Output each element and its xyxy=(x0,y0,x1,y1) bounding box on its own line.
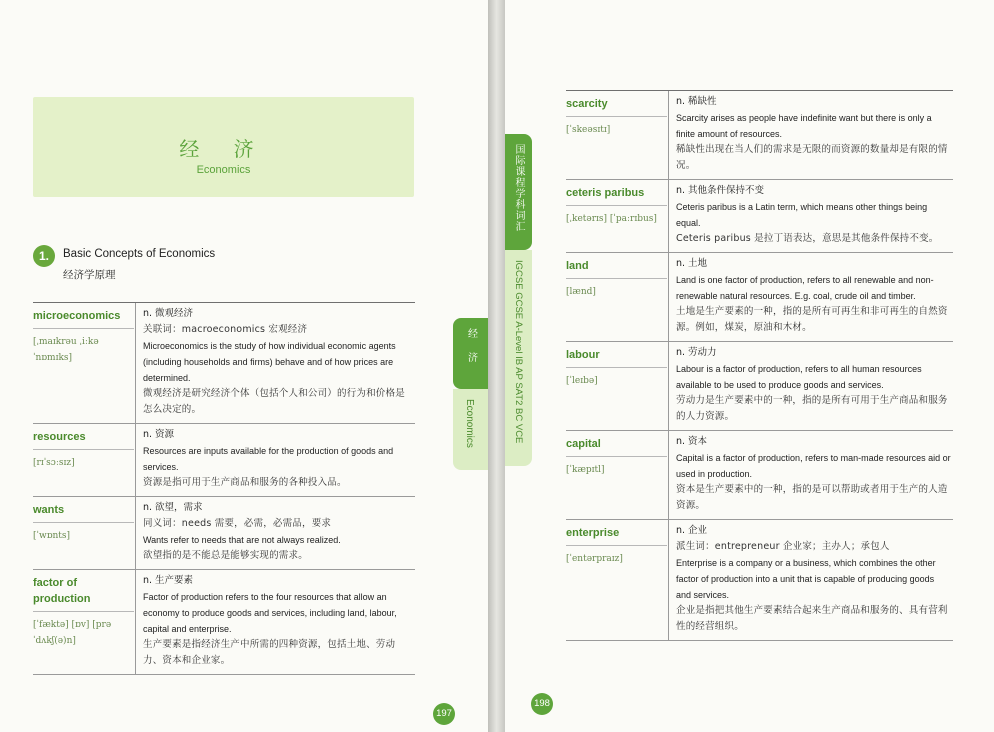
term-cell xyxy=(33,570,134,649)
term-word: resources xyxy=(33,424,134,450)
definition-en: Labour is a factor of production, refers to all human resources available to be used to produce goods and services. xyxy=(676,364,922,390)
definition-zh: 生产要素是指经济生产中所需的四种资源，包括土地、劳动力、资本和企业家。 xyxy=(143,639,396,666)
term-word: scarcity xyxy=(566,91,667,117)
term-cell xyxy=(33,303,134,366)
vocab-entry xyxy=(33,424,415,497)
definition-cell xyxy=(143,497,415,569)
page-number: 198 xyxy=(531,693,553,715)
definition-cell xyxy=(676,342,953,430)
definition-en: Resources are inputs available for the production of goods and services. xyxy=(143,446,394,472)
phonetic: [ˈskeəsɪtɪ] xyxy=(566,125,611,135)
term-cell xyxy=(566,520,667,567)
left-page xyxy=(0,0,488,732)
column-divider xyxy=(668,180,669,252)
definition-cell xyxy=(676,431,953,519)
part-of-speech: n. 欲望，需求 xyxy=(143,502,203,513)
part-of-speech: n. 微观经济 xyxy=(143,308,194,319)
definition-en: Scarcity arises as people have indefinite want but there is only a finite amount of resources. xyxy=(676,113,932,139)
book-series-tab[interactable] xyxy=(505,134,532,466)
column-divider xyxy=(668,342,669,430)
definition-zh: 土地是生产要素的一种，指的是所有可再生和非可再生的自然资源。例如，煤炭，原油和木材。 xyxy=(676,306,948,333)
phonetic: [ˌmaɪkrəu ˌiːkəˈnɒmɪks] xyxy=(33,337,99,363)
vocabulary-table xyxy=(566,90,953,641)
definition-zh: 稀缺性出现在当人们的需求是无限的而资源的数量却是有限的情况。 xyxy=(676,144,948,171)
phonetic: [ˈfæktə] [ɒv] [prəˈdʌkʃ(ə)n] xyxy=(33,620,112,646)
column-divider xyxy=(668,91,669,179)
phonetic: [ˈwɒnts] xyxy=(33,531,70,541)
definition-zh: 资本是生产要素中的一种，指的是可以帮助或者用于生产的人造资源。 xyxy=(676,484,948,511)
definition-cell xyxy=(143,424,415,496)
section-title: Basic Concepts of Economics xyxy=(63,248,216,260)
section-number-badge: 1. xyxy=(33,245,55,267)
phonetic: [rɪˈsɔːsɪz] xyxy=(33,458,75,468)
column-divider xyxy=(135,570,136,674)
phonetic: [ˈleɪbə] xyxy=(566,376,598,386)
column-divider xyxy=(668,431,669,519)
book-gutter xyxy=(488,0,505,732)
term-cell xyxy=(566,180,667,227)
definition-cell xyxy=(676,180,953,252)
definition-cell xyxy=(676,91,953,179)
part-of-speech: n. 稀缺性 xyxy=(676,96,717,107)
vocab-entry xyxy=(566,342,953,431)
term-word: microeconomics xyxy=(33,303,134,329)
phonetic: [ˈkæpɪtl] xyxy=(566,465,605,475)
definition-zh: 微观经济是研究经济个体（包括个人和公司）的行为和价格是怎么决定的。 xyxy=(143,388,405,415)
part-of-speech: n. 资本 xyxy=(676,436,708,447)
vocab-entry xyxy=(33,497,415,570)
definition-cell xyxy=(143,570,415,674)
series-tab-zh: 国际课程学科词汇 xyxy=(505,134,532,250)
part-of-speech: n. 土地 xyxy=(676,258,708,269)
phonetic: [ˌketərɪs] [ˈpaːrɪbus] xyxy=(566,214,657,224)
page-number: 197 xyxy=(433,703,455,725)
definition-en: Microeconomics is the study of how individual economic agents (including households and firms) behave and of how prices are determined. xyxy=(143,341,396,383)
column-divider xyxy=(135,424,136,496)
term-word: enterprise xyxy=(566,520,667,546)
term-word: wants xyxy=(33,497,134,523)
definition-cell xyxy=(676,520,953,640)
part-of-speech: n. 资源 xyxy=(143,429,175,440)
definition-zh: 派生词：entrepreneur 企业家；主办人；承包人 xyxy=(676,541,890,552)
term-word: capital xyxy=(566,431,667,457)
term-cell xyxy=(566,91,667,138)
vocab-entry xyxy=(566,253,953,342)
column-divider xyxy=(668,253,669,341)
chapter-title-zh: 经 济 xyxy=(179,137,268,161)
chapter-banner xyxy=(33,97,414,197)
column-divider xyxy=(668,520,669,640)
series-tab-exams: IGCSE GCSE A-Level IB AP SAT2 BC VCE xyxy=(505,250,532,466)
definition-zh: 同义词：needs 需要，必需，必需品，要求 xyxy=(143,518,332,529)
term-cell xyxy=(33,424,134,471)
vocab-entry xyxy=(566,180,953,253)
definition-en: Wants refer to needs that are not always realized. xyxy=(143,535,341,545)
term-word: ceteris paribus xyxy=(566,180,667,206)
definition-zh: 资源是指可用于生产商品和服务的各种投入品。 xyxy=(143,477,347,488)
vocabulary-table xyxy=(33,302,415,675)
definition-cell xyxy=(676,253,953,341)
definition-en: Capital is a factor of production, refers to man-made resources aid or used in production. xyxy=(676,453,951,479)
section-subtitle: 经济学原理 xyxy=(63,269,116,281)
vocab-entry xyxy=(566,431,953,520)
definition-en: Ceteris paribus is a Latin term, which means other things being equal. xyxy=(676,202,928,228)
phonetic: [ˈentərpraɪz] xyxy=(566,554,623,564)
definition-zh: Ceteris paribus 是拉丁语表达，意思是其他条件保持不变。 xyxy=(676,233,939,244)
definition-en: Factor of production refers to the four resources that allow an economy to produce goods and services, including land, labour, capital and enterprise. xyxy=(143,592,397,634)
term-word: factor of production xyxy=(33,570,134,612)
definition-zh: 欲望指的是不能总是能够实现的需求。 xyxy=(143,550,308,561)
term-cell xyxy=(33,497,134,544)
chapter-title-en: Economics xyxy=(196,164,251,176)
column-divider xyxy=(135,497,136,569)
term-word: labour xyxy=(566,342,667,368)
definition-zh: 企业是指把其他生产要素结合起来生产商品和服务的、具有营利性的经营组织。 xyxy=(676,605,948,632)
vocab-entry xyxy=(33,570,415,675)
term-cell xyxy=(566,253,667,300)
term-word: land xyxy=(566,253,667,279)
part-of-speech: n. 生产要素 xyxy=(143,575,194,586)
vocab-entry xyxy=(566,520,953,641)
vocab-entry xyxy=(566,91,953,180)
column-divider xyxy=(135,303,136,423)
part-of-speech: n. 其他条件保持不变 xyxy=(676,185,765,196)
definition-en: Enterprise is a company or a business, which combines the other factor of production into a unit that is capable of producing goods and services. xyxy=(676,558,936,600)
chapter-tab[interactable] xyxy=(453,318,488,470)
term-cell xyxy=(566,431,667,478)
definition-zh: 劳动力是生产要素中的一种，指的是所有可用于生产商品和服务的人力资源。 xyxy=(676,395,948,422)
term-cell xyxy=(566,342,667,389)
vocab-entry xyxy=(33,303,415,424)
definition-en: Land is one factor of production, refers to all renewable and non-renewable natural resources. E.g. coal, crude oil and timber. xyxy=(676,275,934,301)
definition-cell xyxy=(143,303,415,423)
part-of-speech: n. 劳动力 xyxy=(676,347,717,358)
chapter-tab-zh: 经济 xyxy=(453,318,488,389)
chapter-tab-en: Economics xyxy=(453,389,488,470)
definition-zh: 关联词：macroeconomics 宏观经济 xyxy=(143,324,308,335)
phonetic: [lænd] xyxy=(566,287,596,297)
part-of-speech: n. 企业 xyxy=(676,525,708,536)
